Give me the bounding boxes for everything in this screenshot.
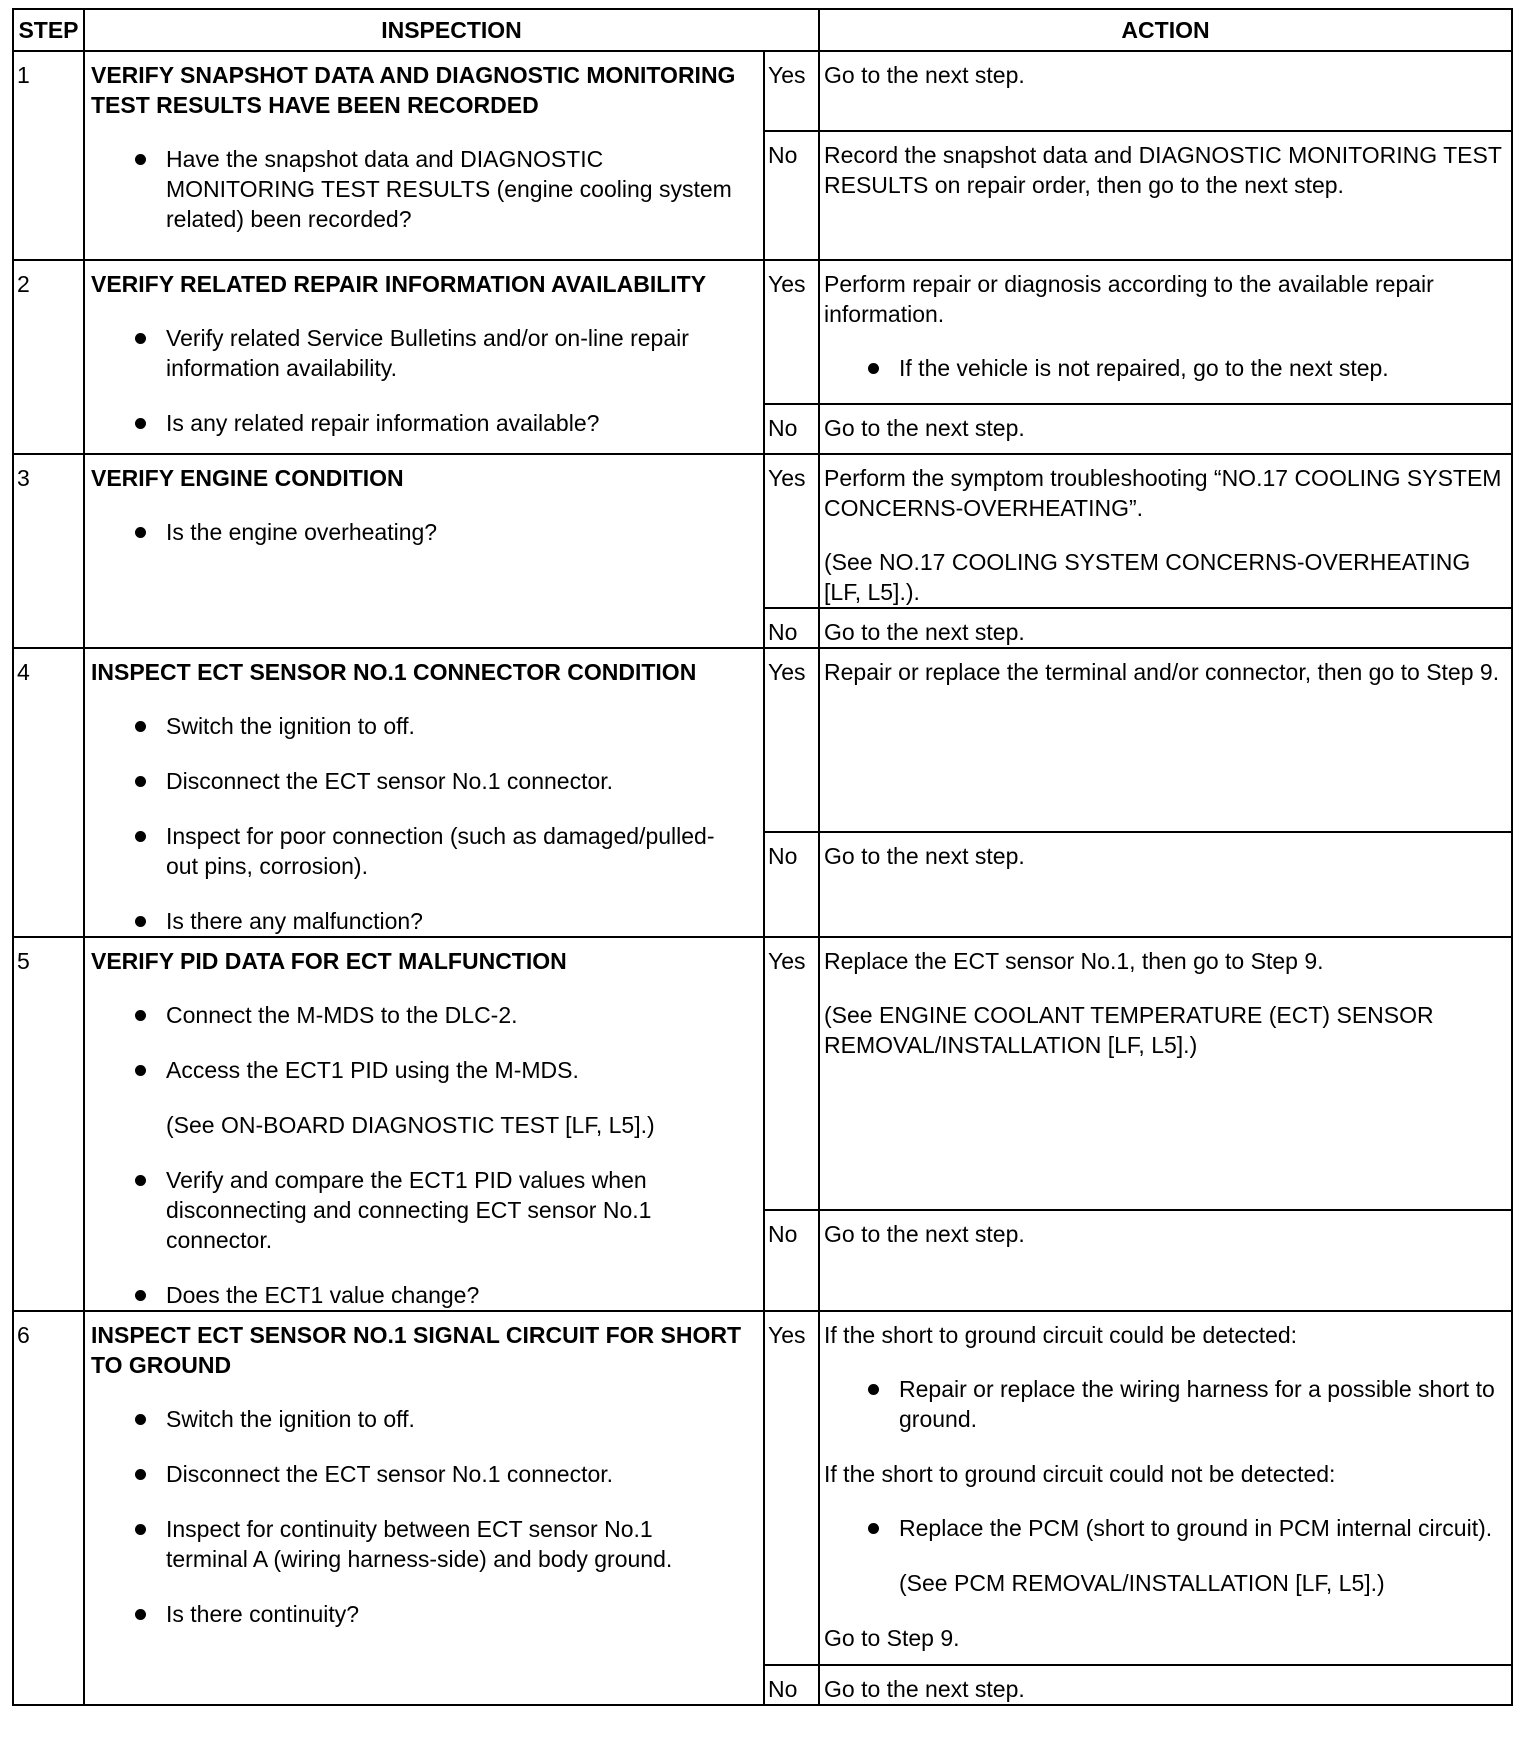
step-number: 6 <box>13 1311 84 1705</box>
step-header: STEP <box>13 9 84 51</box>
bullet-icon <box>135 916 146 927</box>
step-title: VERIFY SNAPSHOT DATA AND DIAGNOSTIC MONITORING TEST RESULTS HAVE BEEN RECORDED <box>91 62 736 118</box>
yes-label: Yes <box>764 937 819 1210</box>
step-5-inspection <box>84 937 764 1311</box>
inspection-bullet: Is the engine overheating? <box>91 517 757 547</box>
troubleshooting-table <box>12 8 1511 1706</box>
yes-action: Go to the next step. <box>819 51 1512 131</box>
bullet-icon <box>135 1290 146 1301</box>
no-action: Record the snapshot data and DIAGNOSTIC MONITORING TEST RESULTS on repair order, then go to the next step. <box>819 131 1512 260</box>
yes-action-cell <box>819 937 1512 1210</box>
inspection-bullet: Inspect for poor connection (such as damaged/pulled-out pins, corrosion). <box>91 821 757 881</box>
yes-label: Yes <box>764 51 819 131</box>
step-6-inspection <box>84 1311 764 1705</box>
bullet-icon <box>135 721 146 732</box>
step-3-inspection <box>84 454 764 648</box>
no-action: Go to the next step. <box>819 832 1512 937</box>
bullet-icon <box>135 418 146 429</box>
bullet-icon <box>135 831 146 842</box>
inspection-bullet: Verify and compare the ECT1 PID values when disconnecting and connecting ECT sensor No.1 connector. <box>91 1165 757 1255</box>
no-label: No <box>764 832 819 937</box>
yes-label: Yes <box>764 648 819 832</box>
yes-condition: If the short to ground circuit could be detected: <box>824 1322 1298 1348</box>
step-title: VERIFY ENGINE CONDITION <box>91 465 404 491</box>
inspection-bullet: Switch the ignition to off. <box>91 1404 757 1434</box>
yes-label: Yes <box>764 1311 819 1665</box>
bullet-icon <box>135 1065 146 1076</box>
action-bullet: Replace the PCM (short to ground in PCM internal circuit). <box>824 1513 1505 1543</box>
bullet-icon <box>135 1414 146 1425</box>
inspection-bullet: Disconnect the ECT sensor No.1 connector. <box>91 766 757 796</box>
yes-action: Replace the ECT sensor No.1, then go to Step 9. <box>824 948 1324 974</box>
inspection-note: (See ON-BOARD DIAGNOSTIC TEST [LF, L5].) <box>166 1112 655 1138</box>
no-action: Go to the next step. <box>819 404 1512 454</box>
bullet-icon <box>868 1384 879 1395</box>
bullet-icon <box>135 1010 146 1021</box>
step-4-yes-row <box>13 648 1512 832</box>
no-action: Go to the next step. <box>819 1210 1512 1311</box>
bullet-icon <box>135 1524 146 1535</box>
step-title: VERIFY PID DATA FOR ECT MALFUNCTION <box>91 948 567 974</box>
bullet-icon <box>135 1609 146 1620</box>
step-number: 5 <box>13 937 84 1311</box>
no-label: No <box>764 404 819 454</box>
no-label: No <box>764 608 819 648</box>
step-title: INSPECT ECT SENSOR NO.1 CONNECTOR CONDITION <box>91 659 697 685</box>
bullet-icon <box>135 1175 146 1186</box>
inspection-bullet: Is there continuity? <box>91 1599 757 1629</box>
bullet-icon <box>135 333 146 344</box>
no-label: No <box>764 1210 819 1311</box>
diagnostic-table <box>12 8 1513 1706</box>
inspection-bullet: Disconnect the ECT sensor No.1 connector. <box>91 1459 757 1489</box>
yes-action: Perform the symptom troubleshooting “NO.17 COOLING SYSTEM CONCERNS-OVERHEATING”. <box>824 465 1502 521</box>
inspection-bullet: Inspect for continuity between ECT sensor No.1 terminal A (wiring harness-side) and body ground. <box>91 1514 757 1574</box>
no-action: Go to the next step. <box>819 1665 1512 1705</box>
step-2-inspection <box>84 260 764 454</box>
yes-action: Perform repair or diagnosis according to the available repair information. <box>824 271 1434 327</box>
action-bullet: If the vehicle is not repaired, go to the next step. <box>824 353 1505 383</box>
step-6-yes-row <box>13 1311 1512 1665</box>
bullet-icon <box>135 527 146 538</box>
header-row <box>13 9 1512 51</box>
yes-action-cell <box>819 454 1512 608</box>
action-bullet: Repair or replace the wiring harness for a possible short to ground. <box>824 1374 1505 1434</box>
inspection-bullet: Verify related Service Bulletins and/or on-line repair information availability. <box>91 323 757 383</box>
inspection-bullet: Is any related repair information available? <box>91 408 757 438</box>
no-label: No <box>764 131 819 260</box>
step-number: 4 <box>13 648 84 937</box>
step-number: 3 <box>13 454 84 648</box>
no-label: No <box>764 1665 819 1705</box>
bullet-icon <box>135 776 146 787</box>
inspection-bullet: Is there any malfunction? <box>91 906 757 936</box>
bullet-icon <box>135 1469 146 1480</box>
inspection-bullet: Switch the ignition to off. <box>91 711 757 741</box>
inspection-bullet: Access the ECT1 PID using the M-MDS. <box>91 1055 757 1085</box>
yes-action: Repair or replace the terminal and/or connector, then go to Step 9. <box>819 648 1512 832</box>
bullet-icon <box>868 363 879 374</box>
yes-reference: (See PCM REMOVAL/INSTALLATION [LF, L5].) <box>899 1570 1385 1596</box>
step-3-yes-row <box>13 454 1512 608</box>
step-number: 1 <box>13 51 84 260</box>
step-5-yes-row <box>13 937 1512 1210</box>
step-title: INSPECT ECT SENSOR NO.1 SIGNAL CIRCUIT FOR SHORT TO GROUND <box>91 1322 742 1378</box>
inspection-bullet: Have the snapshot data and DIAGNOSTIC MONITORING TEST RESULTS (engine cooling system related) been recorded? <box>91 144 757 234</box>
yes-condition: If the short to ground circuit could not be detected: <box>824 1461 1336 1487</box>
bullet-icon <box>868 1523 879 1534</box>
yes-reference: (See ENGINE COOLANT TEMPERATURE (ECT) SENSOR REMOVAL/INSTALLATION [LF, L5].) <box>824 1002 1434 1058</box>
yes-label: Yes <box>764 260 819 404</box>
yes-action-cell <box>819 260 1512 404</box>
no-action: Go to the next step. <box>819 608 1512 648</box>
step-number: 2 <box>13 260 84 454</box>
inspection-bullet: Does the ECT1 value change? <box>91 1280 757 1310</box>
inspection-bullet: Connect the M-MDS to the DLC-2. <box>91 1000 757 1030</box>
step-1-inspection <box>84 51 764 260</box>
step-2-yes-row <box>13 260 1512 404</box>
step-title: VERIFY RELATED REPAIR INFORMATION AVAILABILITY <box>91 271 707 297</box>
step-1-yes-row <box>13 51 1512 131</box>
step-4-inspection <box>84 648 764 937</box>
yes-label: Yes <box>764 454 819 608</box>
yes-action-cell <box>819 1311 1512 1665</box>
action-header: ACTION <box>819 9 1512 51</box>
inspection-header: INSPECTION <box>84 9 819 51</box>
yes-reference: (See NO.17 COOLING SYSTEM CONCERNS-OVERHEATING [LF, L5].). <box>824 549 1471 605</box>
yes-final: Go to Step 9. <box>824 1625 960 1651</box>
bullet-icon <box>135 154 146 165</box>
